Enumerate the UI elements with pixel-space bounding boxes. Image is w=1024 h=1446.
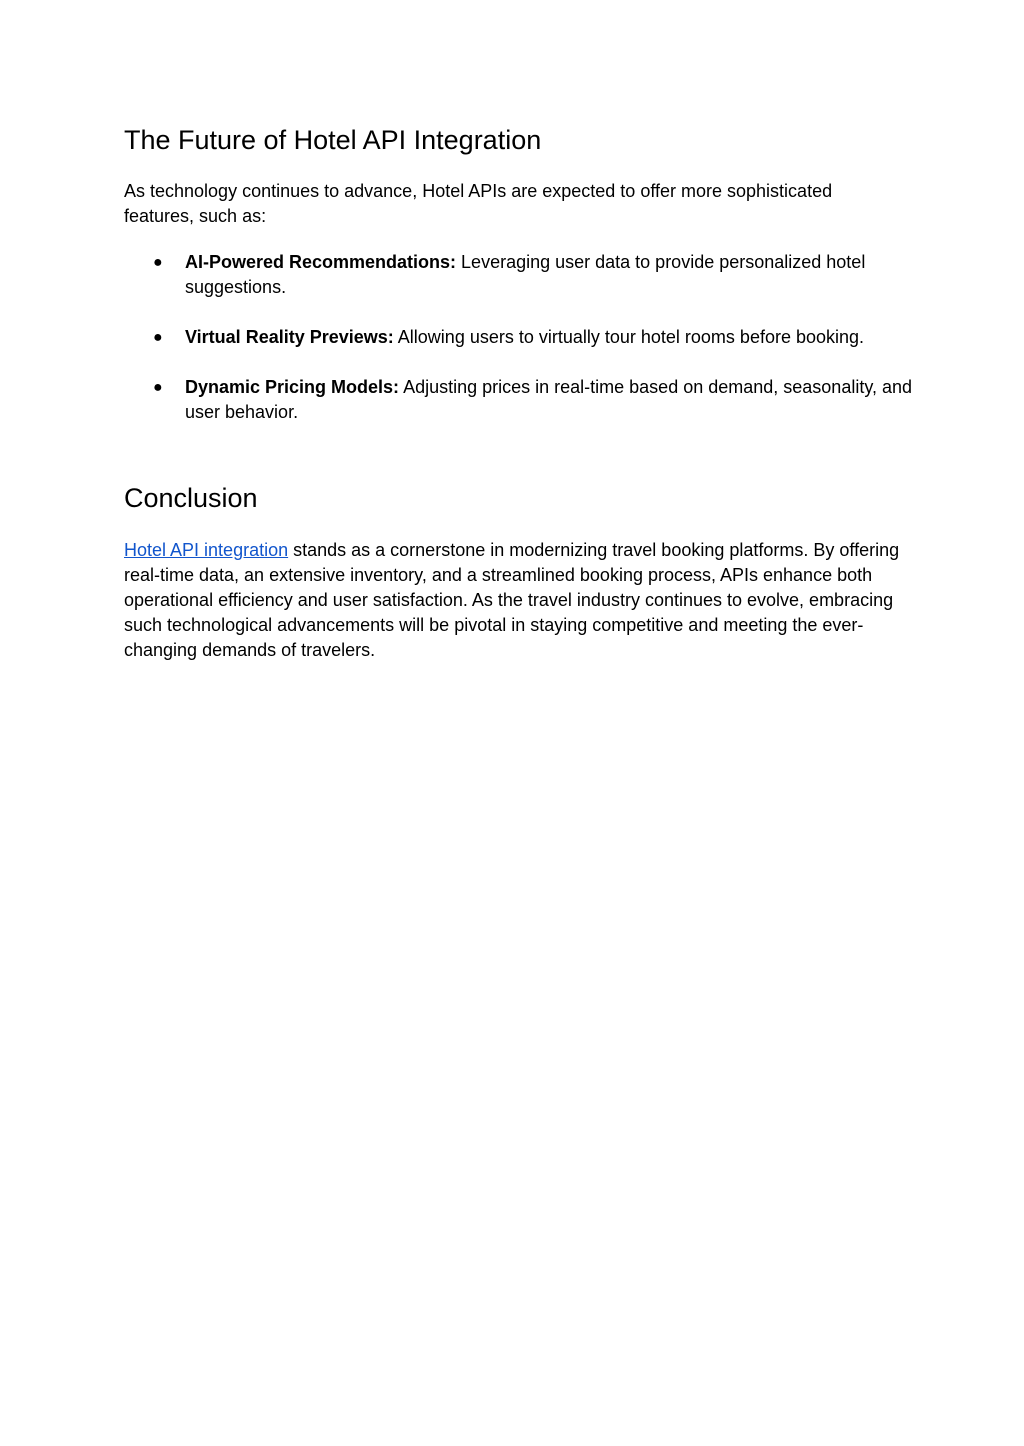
hotel-api-integration-link[interactable]: Hotel API integration: [124, 540, 289, 560]
conclusion-paragraph: [124, 538, 904, 663]
list-item: [124, 250, 914, 300]
feature-list: [124, 250, 914, 450]
list-item-term: AI-Powered Recommendations:: [185, 252, 457, 272]
conclusion-text: stands as a cornerstone in modernizing travel booking platforms. By offering real-time data, an extensive inventory, and a streamlined booking process, APIs enhance both operational efficiency and user satisfaction. As the travel industry continues to evolve, embracing such technological advancements will be pivotal in staying competitive and meeting the ever-changing demands of travelers.: [124, 540, 900, 660]
bullet-icon: ●: [153, 329, 163, 346]
section-title-future: The Future of Hotel API Integration: [124, 125, 542, 155]
list-item-term: Dynamic Pricing Models:: [185, 377, 400, 397]
list-item-text: Adjusting prices in real-time based on demand, seasonality, and user behavior.: [185, 377, 913, 422]
section-intro-paragraph: As technology continues to advance, Hotel APIs are expected to offer more sophisticated features, such as:: [124, 181, 833, 226]
bullet-icon: ●: [153, 254, 163, 271]
list-item: [124, 375, 914, 425]
bullet-icon: ●: [153, 379, 163, 396]
list-item-term: Virtual Reality Previews:: [185, 327, 394, 347]
list-item-text: Leveraging user data to provide personalized hotel suggestions.: [185, 252, 866, 297]
list-item: [124, 325, 914, 350]
section-title-conclusion: Conclusion: [124, 483, 258, 513]
list-item-text: Allowing users to virtually tour hotel rooms before booking.: [393, 327, 865, 347]
